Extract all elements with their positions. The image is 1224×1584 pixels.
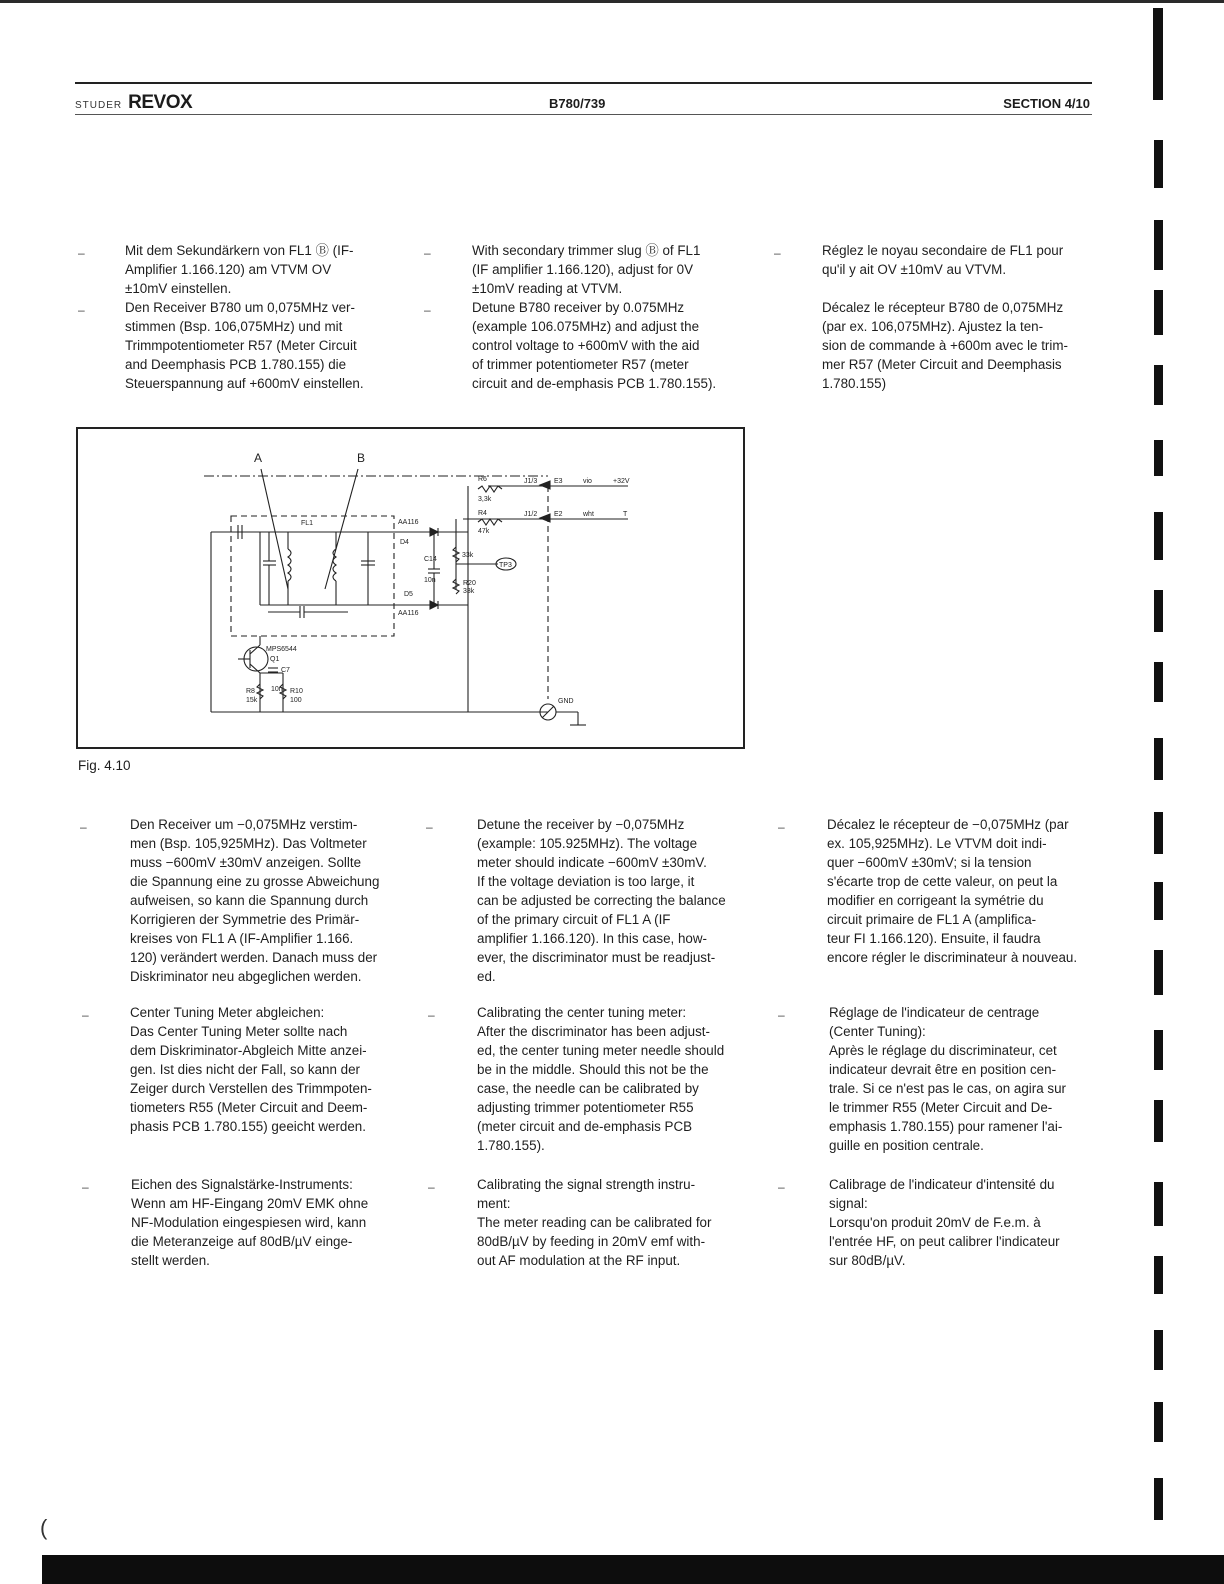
label-r4: R4: [478, 510, 487, 517]
circuit-diagram: [76, 427, 745, 749]
label-c14-value: 10n: [424, 577, 436, 584]
bullet-dash: –: [80, 820, 87, 834]
bullet-dash: –: [424, 303, 431, 317]
label-q1-type: MPS6544: [266, 646, 297, 653]
label-r20-value: 33k: [463, 588, 475, 595]
label-r4-value: 47k: [478, 528, 490, 535]
section-number: SECTION 4/10: [1003, 96, 1090, 111]
label-e3: E3: [554, 478, 563, 485]
label-r6-value: 3,3k: [478, 496, 492, 503]
label-vio: vio: [583, 478, 592, 485]
label-c7: C7: [281, 667, 290, 674]
en-paragraph-1b: Detune B780 receiver by 0.075MHz (example 106.075MHz) and adjust the control voltage to +600mV with the aid of trimmer potentiometer R57 (meter circuit and de-emphasis PCB 1.780.155).: [472, 300, 717, 391]
bullet-dash: –: [424, 246, 431, 260]
label-e2: E2: [554, 511, 563, 518]
bullet-dash: –: [778, 1008, 785, 1022]
de-paragraph-4: Eichen des Signalstärke-Instruments: Wenn am HF-Eingang 20mV EMK ohne NF-Modulation eingespiesen wird, kann die Meteranzeige auf 80dB/µV einge- stellt werden.: [131, 1177, 369, 1268]
label-t: T: [623, 511, 628, 518]
bullet-dash: –: [82, 1008, 89, 1022]
label-r8: R8: [246, 688, 255, 695]
en-paragraph-3: Calibrating the center tuning meter: After the discriminator has been adjust- ed, the center tuning meter needle should be in the middle. Should this not be the case, the needle can be calibrated by adjusting trimmer potentiometer R55 (meter circuit and de-emphasis PCB 1.780.155).: [477, 1005, 725, 1153]
bullet-dash: –: [778, 1180, 785, 1194]
bullet-dash: –: [82, 1180, 89, 1194]
label-32v: +32V: [613, 478, 630, 485]
label-d5-type: AA116: [398, 610, 419, 617]
label-r8-value: 15k: [246, 697, 258, 704]
label-q1: Q1: [270, 656, 280, 663]
bullet-dash: –: [428, 1180, 435, 1194]
fr-paragraph-1a: Réglez le noyau secondaire de FL1 pour qu'il y ait OV ±10mV au VTVM.: [822, 243, 1064, 277]
figure-caption: Fig. 4.10: [78, 758, 131, 773]
label-d4-type: AA116: [398, 519, 419, 526]
label-r10: R10: [290, 688, 303, 695]
label-gnd: GND: [558, 698, 574, 705]
label-j12: J1/2: [524, 511, 538, 518]
bullet-dash: –: [78, 303, 85, 317]
label-b: B: [357, 451, 366, 465]
de-paragraph-2: Den Receiver um −0,075MHz verstim- men (Bsp. 105,925MHz). Das Voltmeter muss −600mV ±30mV anzeigen. Sollte die Spannung eine zu grosse Abweichung aufweisen, so kann die Spannung durch Korrigieren der Symmetrie des Primär- kreises von FL1 A (IF-Amplifier 1.166. 120) verändert werden. Danach muss der Diskriminator neu abgeglichen werden.: [130, 817, 380, 984]
label-d5: D5: [404, 591, 413, 598]
label-j13: J1/3: [524, 478, 538, 485]
label-c14: C14: [424, 556, 437, 563]
label-tp3: TP3: [499, 562, 512, 569]
label-a: A: [254, 451, 263, 465]
label-r10-value: 100: [290, 697, 302, 704]
label-c7-value: 10n: [271, 686, 283, 693]
model-number: B780/739: [549, 96, 606, 111]
brand-name: REVOX: [128, 92, 193, 113]
page-bottom-border: [42, 1555, 1224, 1584]
fr-paragraph-3: Réglage de l'indicateur de centrage (Center Tuning): Après le réglage du discriminateur, cet indicateur devrait être en position cen- trale. Si ce n'est pas le cas, on agira sur le trimmer R55 (Meter Circuit and De- emphasis 1.780.155) pour ramener l'ai- guille en position centrale.: [829, 1005, 1067, 1153]
fr-paragraph-4: Calibrage de l'indicateur d'intensité du signal: Lorsqu'on produit 20mV de F.e.m. à l'entrée HF, on peut calibrer l'indicateur sur 80dB/µV.: [829, 1177, 1060, 1268]
en-paragraph-1a: With secondary trimmer slug Ⓑ of FL1 (IF amplifier 1.166.120), adjust for 0V ±10mV reading at VTVM.: [472, 243, 701, 296]
bullet-dash: –: [428, 1008, 435, 1022]
label-33k: 33k: [462, 552, 474, 559]
de-paragraph-1a: Mit dem Sekundärkern von FL1 Ⓑ (IF- Amplifier 1.166.120) am VTVM OV ±10mV einstellen.: [125, 243, 354, 296]
fr-paragraph-1b: Décalez le récepteur B780 de 0,075MHz (par ex. 106,075MHz). Ajustez la ten- sion de commande à +600m avec le trim- mer R57 (Meter Circuit and Deemphasis 1.780.155): [822, 300, 1068, 391]
label-d4: D4: [400, 539, 409, 546]
label-r6: R6: [478, 476, 487, 483]
en-paragraph-4: Calibrating the signal strength instru- ment: The meter reading can be calibrated for 80dB/µV by feeding in 20mV emf with- out AF modulation at the RF input.: [477, 1177, 712, 1268]
punch-hole-margin: [1150, 0, 1224, 1554]
brand-logo: [75, 92, 192, 114]
en-paragraph-2: Detune the receiver by −0,075MHz (example: 105.925MHz). The voltage meter should indicate −600mV ±30mV. If the voltage deviation is too large, it can be adjusted be correcting the balance of the primary circuit of FL1 A (IF amplifier 1.166.120). In this case, how- ever, the discriminator must be readjust- ed.: [477, 817, 726, 984]
label-fl1: FL1: [301, 520, 314, 527]
bullet-dash: –: [426, 820, 433, 834]
label-wht: wht: [583, 511, 594, 518]
de-paragraph-1b: Den Receiver B780 um 0,075MHz ver- stimmen (Bsp. 106,075MHz) und mit Trimmpotentiometer R57 (Meter Circuit and Deemphasis PCB 1.780.155) die Steuerspannung auf +600mV einstellen.: [125, 300, 364, 391]
bullet-dash: –: [774, 246, 781, 260]
label-r20: R20: [463, 580, 476, 587]
de-paragraph-3: Center Tuning Meter abgleichen: Das Center Tuning Meter sollte nach dem Diskriminator-Abgleich Mitte anzei- gen. Ist dies nicht der Fall, so kann der Zeiger durch Verstellen des Trimmpoten- tiometers R55 (Meter Circuit and Deem- phasis PCB 1.780.155) geeicht werden.: [130, 1005, 372, 1134]
bullet-dash: –: [78, 246, 85, 260]
fr-paragraph-2: Décalez le récepteur de −0,075MHz (par ex. 105,925MHz). Le VTVM doit indi- quer −600mV ±30mV; si la tension s'écarte trop de cette valeur, on peut la modifier en corrigeant la symétrie du circuit primaire de FL1 A (amplifica- teur FI 1.166.120). Ensuite, il faudra encore régler le discriminateur à nouveau.: [827, 817, 1078, 965]
page-header: [75, 82, 1092, 115]
scan-margin-mark: (: [40, 1515, 48, 1540]
brand-prefix: STUDER: [75, 100, 123, 111]
page-top-border: [0, 0, 1224, 3]
bullet-dash: –: [778, 820, 785, 834]
